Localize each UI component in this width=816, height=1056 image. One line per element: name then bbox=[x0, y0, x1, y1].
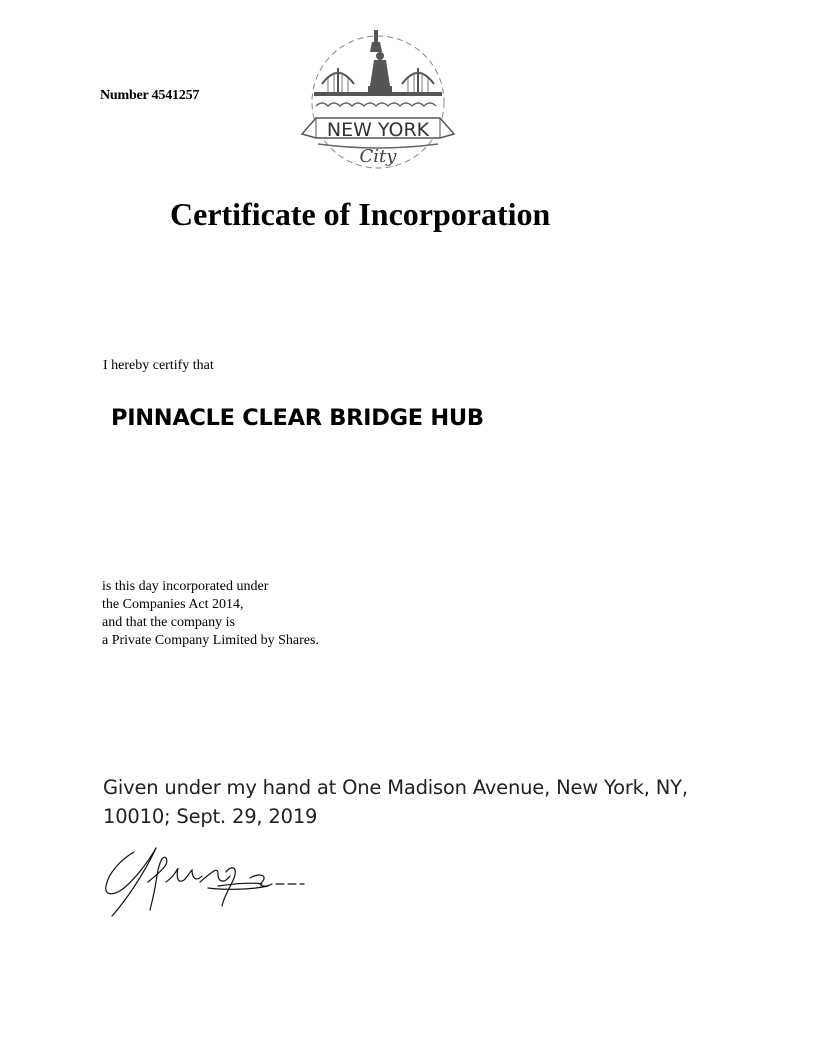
incorporation-statement bbox=[102, 578, 319, 650]
statement-line: the Companies Act 2014, bbox=[102, 597, 244, 612]
new-york-city-seal bbox=[294, 22, 462, 182]
certificate-number: Number 4541257 bbox=[100, 88, 200, 103]
statement-line: a Private Company Limited by Shares. bbox=[102, 633, 319, 648]
given-under-hand bbox=[103, 773, 688, 831]
seal-bottom-text: City bbox=[359, 146, 397, 167]
certify-intro: I hereby certify that bbox=[103, 358, 214, 373]
company-name: PINNACLE CLEAR BRIDGE HUB bbox=[111, 405, 484, 431]
statement-line: and that the company is bbox=[102, 615, 235, 630]
page-title: Certificate of Incorporation bbox=[170, 196, 551, 232]
signature bbox=[100, 842, 310, 922]
statement-line: is this day incorporated under bbox=[102, 579, 269, 594]
seal-top-text: NEW YORK bbox=[326, 119, 430, 141]
given-line: Given under my hand at One Madison Avenue, New York, NY, bbox=[103, 776, 688, 799]
given-line: 10010; Sept. 29, 2019 bbox=[103, 805, 318, 828]
